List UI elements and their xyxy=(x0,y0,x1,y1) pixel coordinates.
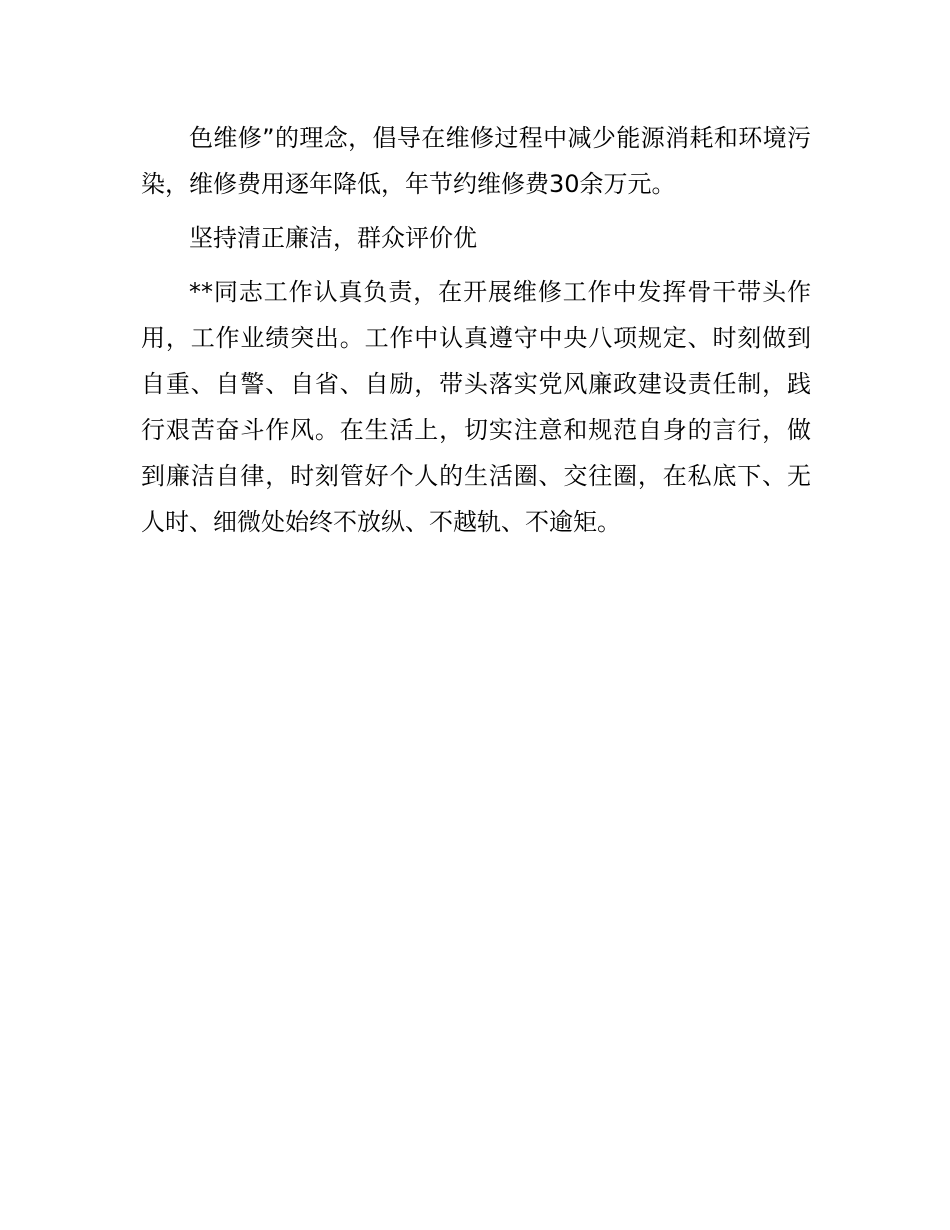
paragraph-green-repair: 色维修”的理念，倡导在维修过程中减少能源消耗和环境污染，维修费用逐年降低，年节约维修费30余万元。 xyxy=(141,124,811,198)
section-heading: 坚持清正廉洁，群众评价优 xyxy=(189,224,477,252)
document-body xyxy=(141,115,811,553)
paragraph-integrity: **同志工作认真负责，在开展维修工作中发挥骨干带头作用，工作业绩突出。工作中认真遵守中央八项规定、时刻做到自重、自警、自省、自励，带头落实党风廉政建设责任制，践行艰苦奋斗作风。在生活上，切实注意和规范自身的言行，做到廉洁自律，时刻管好个人的生活圈、交往圈，在私底下、无人时、细微处始终不放纵、不越轨、不逾矩。 xyxy=(141,278,811,536)
